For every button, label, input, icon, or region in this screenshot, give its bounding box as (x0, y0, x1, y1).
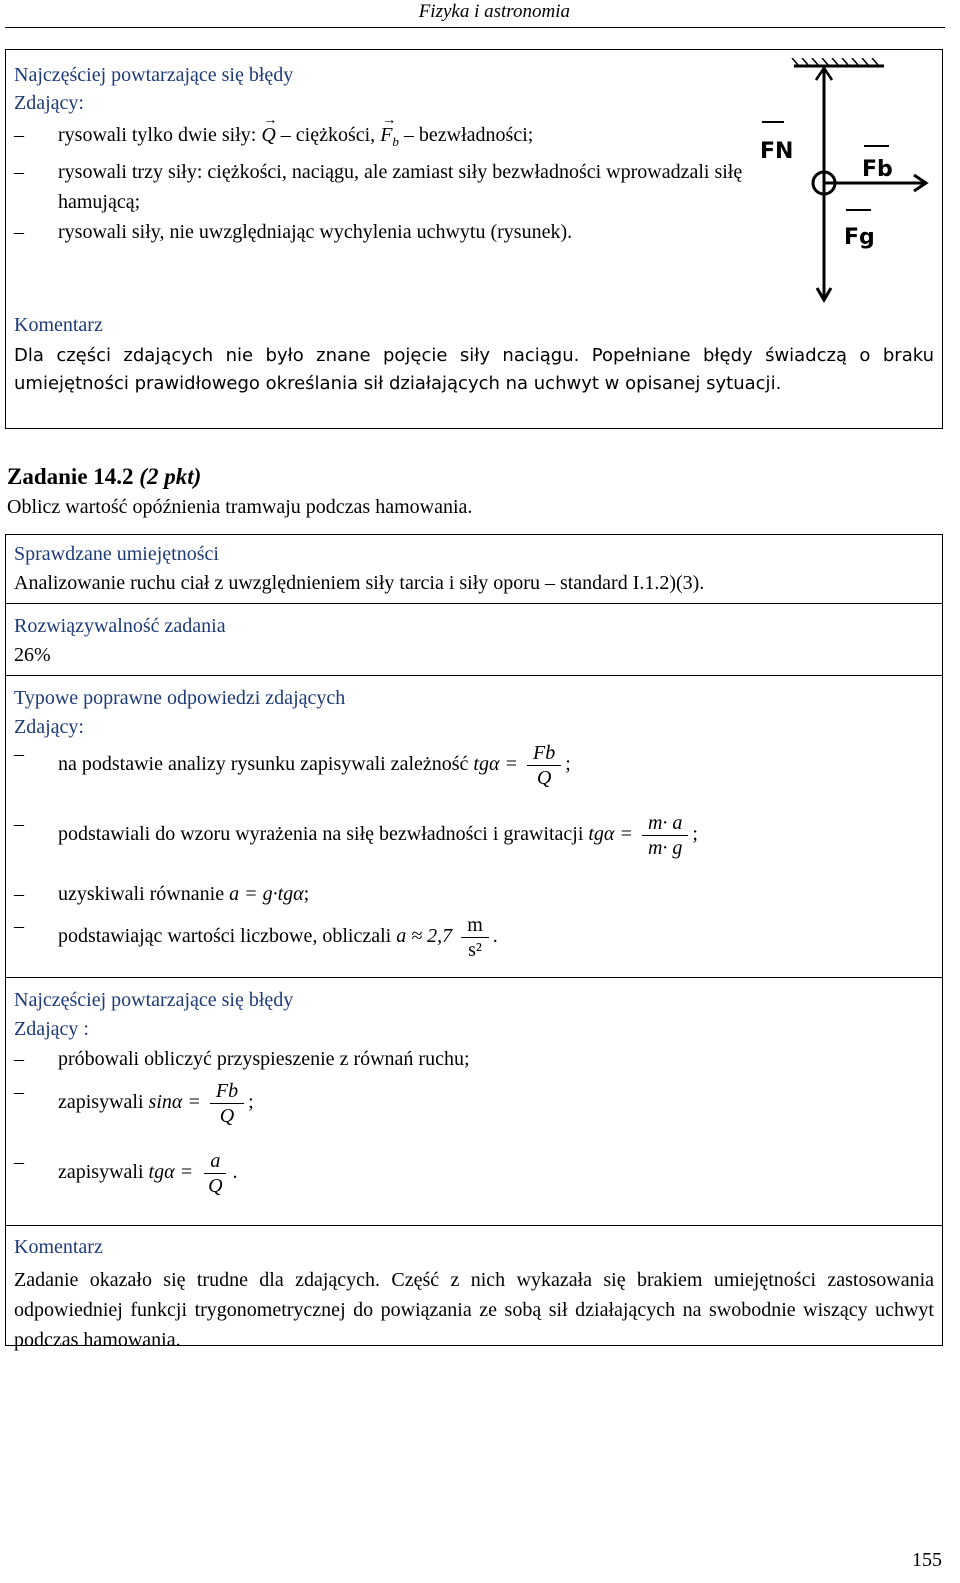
divider (6, 675, 942, 676)
page-number: 155 (912, 1549, 942, 1571)
header-rule (5, 27, 945, 28)
errors-box (5, 49, 943, 429)
typical-item-2 (14, 811, 934, 871)
list-item: – próbowali obliczyć przyspieszenie z równań ruchu; (14, 1046, 934, 1072)
solvability-value: 26% (14, 644, 51, 666)
fraction: $\frac{a}{Q}$ (202, 1149, 228, 1198)
list-item: – rysowali tylko dwie siły: → Q – ciężkości, → $F_b$ – bezwładności; (14, 120, 754, 157)
typical-title: Typowe poprawne odpowiedzi zdających (14, 687, 346, 709)
divider (6, 977, 942, 978)
solvability-title: Rozwiązywalność zadania (14, 615, 226, 637)
errors-intro: Zdający: (14, 92, 84, 114)
force-diagram (754, 58, 932, 308)
list-item: – rysowali trzy siły: ciężkości, naciągu, ale zamiast siły bezwładności wprowadzali siłę hamującą; (14, 157, 754, 217)
errors2-intro: Zdający : (14, 1018, 89, 1040)
comment2-text: Zadanie okazało się trudne dla zdających. Część z nich wykazała się brakiem umiejętności zastosowania odpowiedniej funkcji trygonometrycznej do powiązania ze sobą sił działających na swobodnie wiszący uchwyt podczas hamowania. (14, 1269, 934, 1351)
errors2-item-2 (14, 1079, 934, 1139)
comment2-title: Komentarz (14, 1236, 103, 1258)
fraction: $\frac{Fb}{Q}$ (210, 1079, 244, 1128)
list-item: – na podstawie analizy rysunku zapisywali zależność tgα = $\frac{Fb}{Q}$ ; (14, 741, 934, 790)
list-item: – zapisywali tgα = $\frac{a}{Q}$ . (14, 1149, 934, 1198)
list-item: – podstawiali do wzoru wyrażenia na siłę bezwładności i grawitacji tgα = $\frac{m\cdot a}{m\cdot g}$ ; (14, 811, 934, 860)
fraction: $\frac{m}{\text{s²}}$ (461, 913, 489, 962)
typical-item-3 (14, 881, 934, 907)
running-head: Fizyka i astronomia (418, 1, 570, 22)
list-item: – zapisywali sinα = $\frac{Fb}{Q}$ ; (14, 1079, 934, 1128)
comment-title: Komentarz (14, 314, 103, 336)
typical-intro: Zdający: (14, 716, 84, 738)
divider (6, 603, 942, 604)
vector-fb: → $F_b$ (380, 120, 399, 157)
skills-title: Sprawdzane umiejętności (14, 543, 219, 565)
typical-item-1 (14, 741, 934, 801)
skills-text: Analizowanie ruchu ciał z uwzględnieniem siły tarcia i siły oporu – standard I.1.2)(3). (14, 572, 705, 594)
errors2-item-3 (14, 1149, 934, 1209)
vector-q: → Q (261, 120, 275, 150)
task-analysis-box (5, 534, 943, 1351)
errors2-title: Najczęściej powtarzające się błędy (14, 989, 294, 1011)
errors-title: Najczęściej powtarzające się błędy (14, 64, 294, 86)
task-text: Oblicz wartość opóźnienia tramwaju podczas hamowania. (7, 496, 473, 518)
list-item: – rysowali siły, nie uwzględniając wychylenia uchwytu (rysunek). (14, 217, 754, 247)
fraction: $\frac{Fb}{Q}$ (527, 741, 561, 790)
list-item: – uzyskiwali równanie a = g·tgα; (14, 881, 934, 907)
divider (6, 1225, 942, 1226)
label-fb: Fb (862, 157, 893, 182)
label-fn: FN (760, 139, 794, 164)
task-title: Zadanie 14.2 (2 pkt) (7, 464, 202, 489)
comment-text: Dla części zdających nie było znane pojęcie siły naciągu. Popełniane błędy świadczą o braku umiejętności prawidłowego określania sił działających na uchwyt w opisanej sytuacji. (14, 345, 934, 394)
fraction: $\frac{m\cdot a}{m\cdot g}$ (642, 811, 688, 860)
typical-item-4 (14, 913, 934, 973)
errors2-item-1 (14, 1046, 934, 1072)
errors-list (14, 120, 754, 247)
label-fg: Fg (844, 225, 875, 250)
list-item: – podstawiając wartości liczbowe, obliczali a ≈ 2,7 $\frac{m}{\text{s²}}$ . (14, 913, 934, 962)
